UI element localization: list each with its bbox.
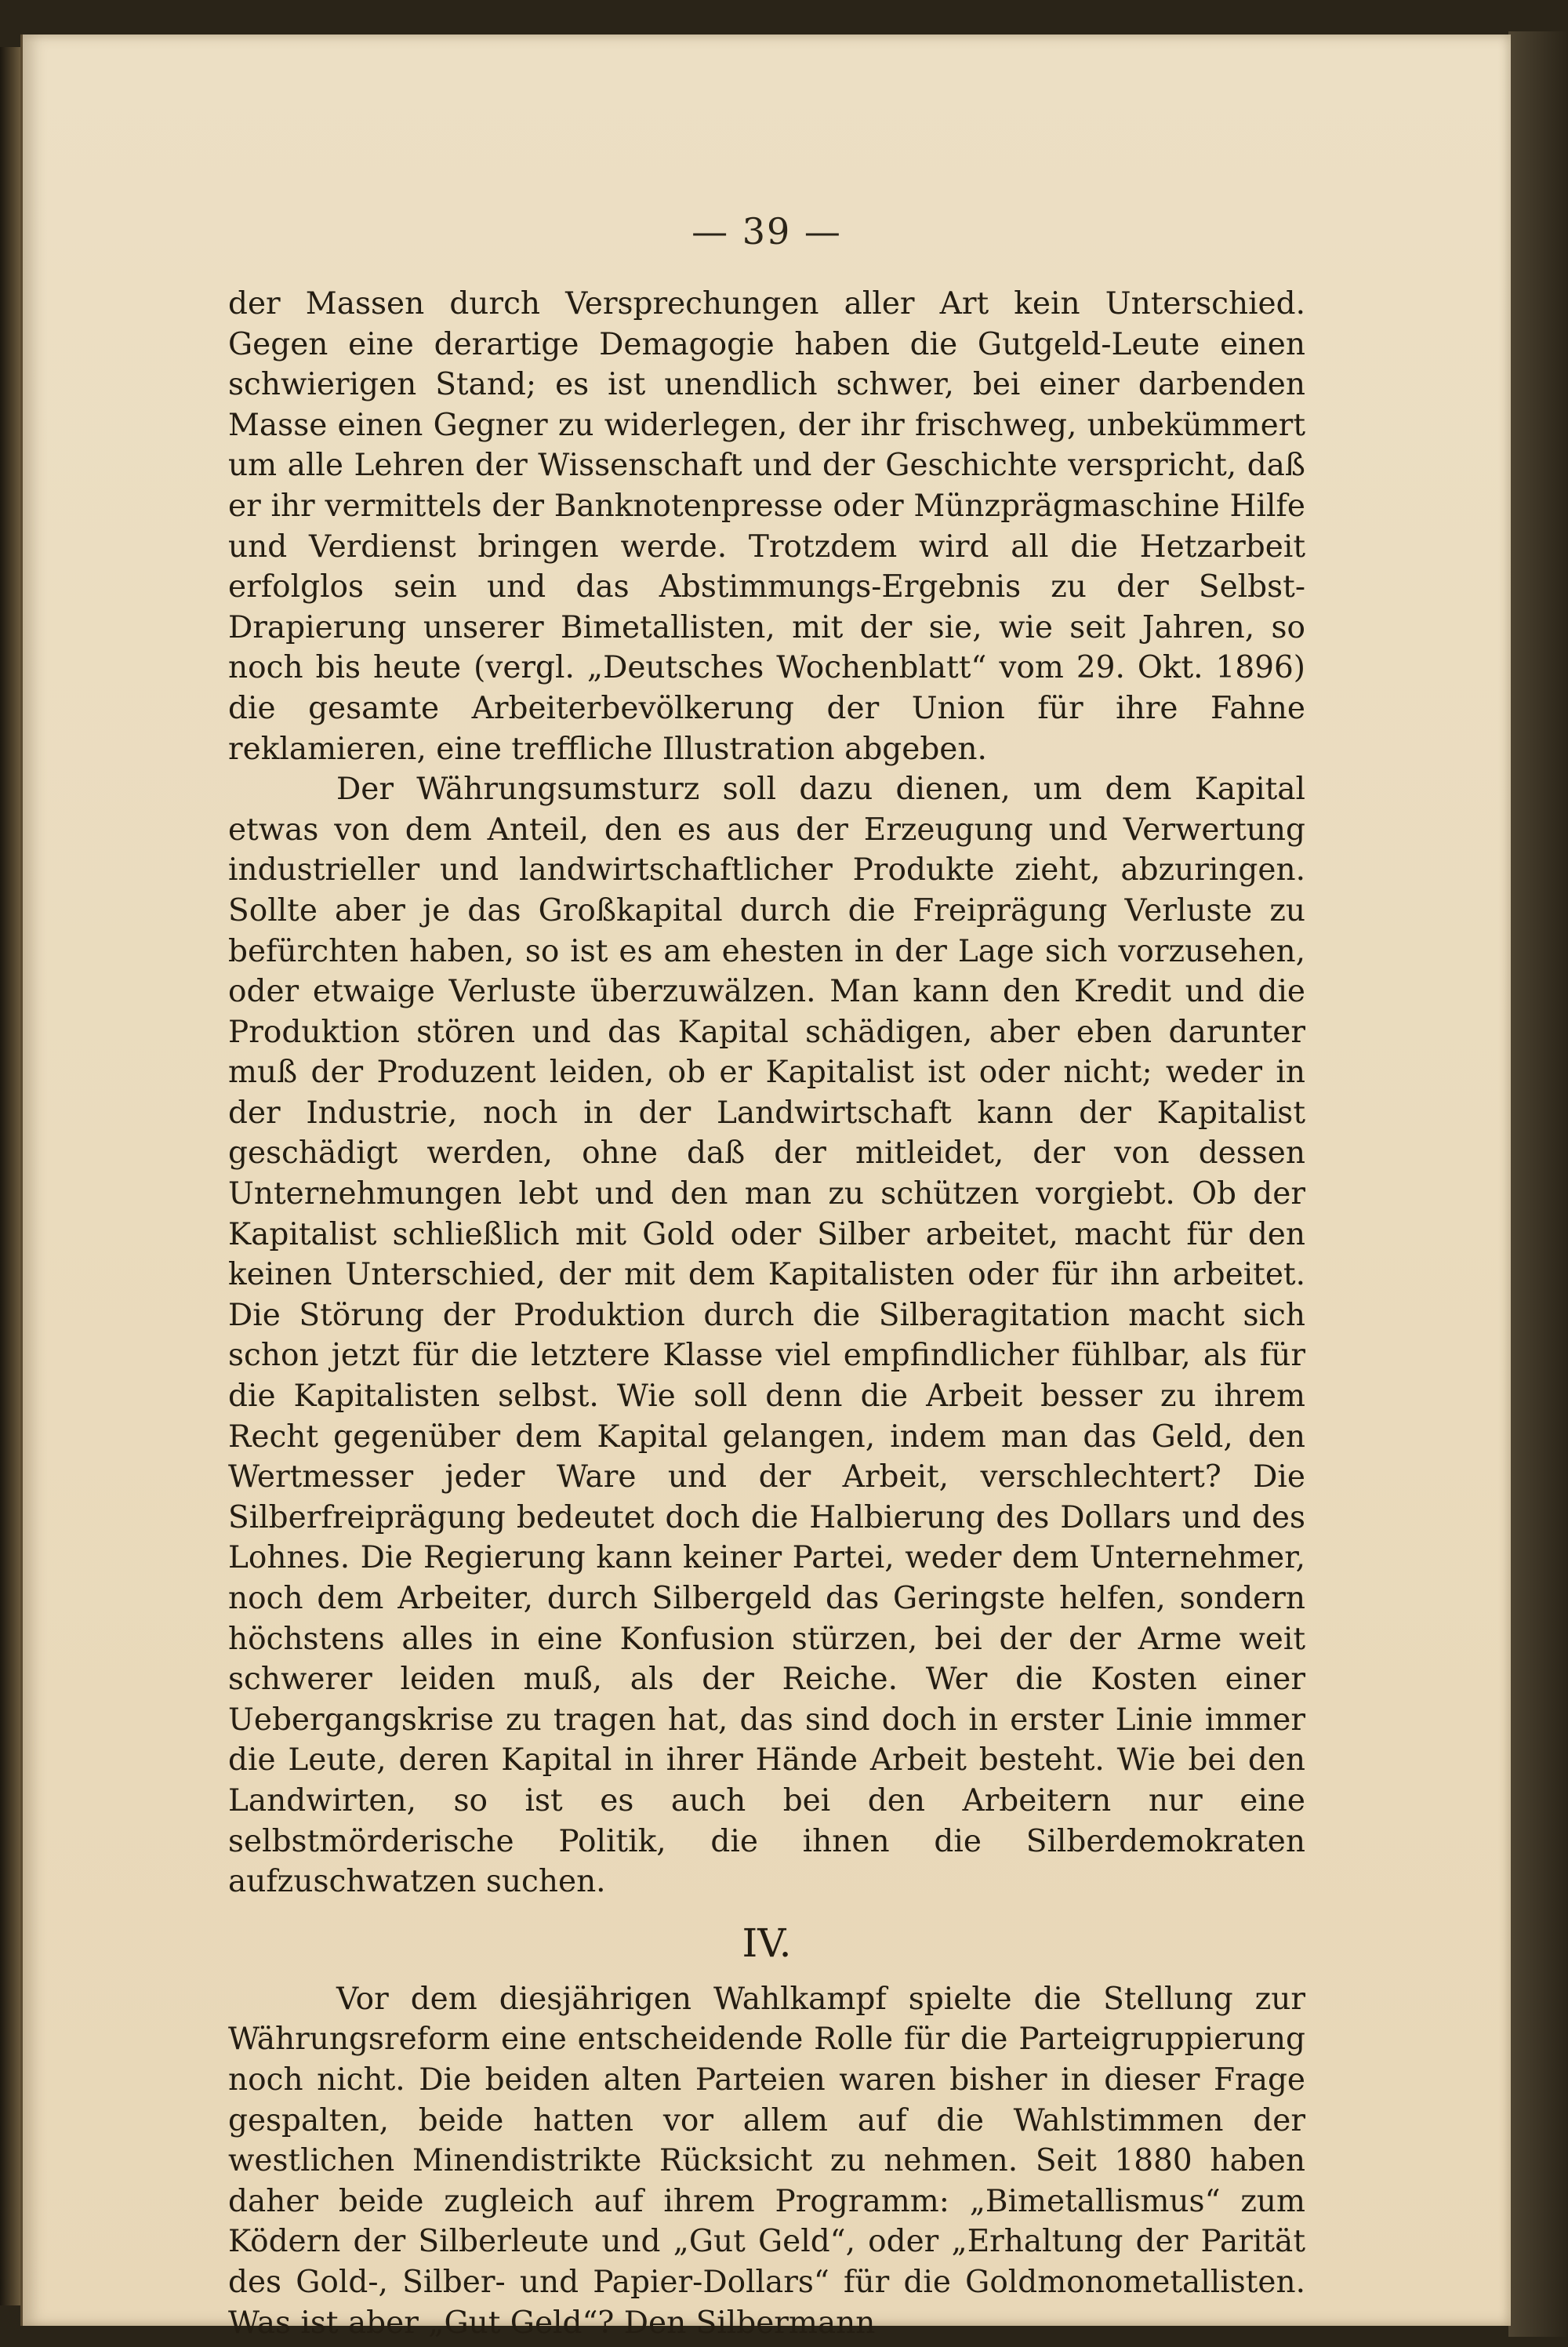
section-paragraph: Vor dem diesjährigen Wahlkampf spielte die Stellung zur Währungsreform eine entscheidende Rolle für die Parteigruppierung noch nicht. Die beiden alten Parteien waren bisher in dieser Frage gespalten, beide hatten vor allem auf die Wahlstimmen der westlichen Minendistrikte Rücksicht zu nehmen. Seit 1880 haben daher beide zugleich auf ihrem Programm: „Bimetallismus“ zum Ködern der Silberleute und „Gut Geld“, oder „Erhaltung der Parität des Gold-, Silber- und Papier-Dollars“ für die Goldmonometallisten. Was ist aber „Gut Geld“? Den Silbermann [228, 1981, 1305, 2341]
body-text [228, 284, 1305, 2343]
page-number: — 39 — [691, 210, 842, 253]
book-page [20, 35, 1511, 2341]
paragraph-2: Der Währungsumsturz soll dazu dienen, um dem Kapital etwas von dem Anteil, den es aus der Erzeugung und Verwertung industrieller und landwirtschaftlicher Produkte zieht, abzuringen. Sollte aber je das Großkapital durch die Freiprägung Verluste zu befürchten haben, so ist es am ehesten in der Lage sich vorzusehen, oder etwaige Verluste überzuwälzen. Man kann den Kredit und die Produktion stören und das Kapital schädigen, aber eben darunter muß der Produzent leiden, ob er Kapitalist ist oder nicht; weder in der Industrie, noch in der Landwirtschaft kann der Kapitalist geschädigt werden, ohne daß der mitleidet, der von dessen Unternehmungen lebt und den man zu schützen vorgiebt. Ob der Kapitalist schließlich mit Gold oder Silber arbeitet, macht für den keinen Unterschied, der mit dem Kapitalisten oder für ihn arbeitet. Die Störung der Produktion durch die Silberagitation macht sich schon jetzt für die letztere Klasse viel empfindlicher fühlbar, als für die Kapitalisten selbst. Wie soll denn die Arbeit besser zu ihrem Recht gegenüber dem Kapital gelangen, indem man das Geld, den Wertmesser jeder Ware und der Arbeit, verschlechtert? Die Silberfreiprägung bedeutet doch die Halbierung des Dollars und des Lohnes. Die Regierung kann keiner Partei, weder dem Unternehmer, noch dem Arbeiter, durch Silbergeld das Geringste helfen, sondern höchstens alles in eine Konfusion stürzen, bei der der Arme weit schwerer leiden muß, als der Reiche. Wer die Kosten einer Uebergangskrise zu tragen hat, das sind doch in erster Linie immer die Leute, deren Kapital in ihrer Hände Arbeit besteht. Wie bei den Landwirten, so ist es auch bei den Arbeitern nur eine selbstmörderische Politik, die ihnen die Silberdemokraten aufzuschwatzen suchen. [228, 772, 1305, 1900]
book-spine-edge [0, 47, 20, 2305]
section-heading: IV. [742, 1920, 792, 1966]
background-shadow [1508, 31, 1568, 2337]
paragraph-1: der Massen durch Versprechungen aller Art kein Unterschied. Gegen eine derartige Demagogie haben die Gutgeld-Leute einen schwierigen Stand; es ist unendlich schwer, bei einer darbenden Masse einen Gegner zu widerlegen, der ihr frischweg, unbekümmert um alle Lehren der Wissenschaft und der Geschichte verspricht, daß er ihr vermittels der Banknotenpresse oder Münzprägmaschine Hilfe und Verdienst bringen werde. Trotzdem wird all die Hetzarbeit erfolglos sein und das Abstimmungs-Ergebnis zu der Selbst-Drapierung unserer Bimetallisten, mit der sie, wie seit Jahren, so noch bis heute (vergl. „Deutsches Wochenblatt“ vom 29. Okt. 1896) die gesamte Arbeiterbevölkerung der Union für ihre Fahne reklamieren, eine treffliche Illustration abgeben. [228, 286, 1305, 767]
